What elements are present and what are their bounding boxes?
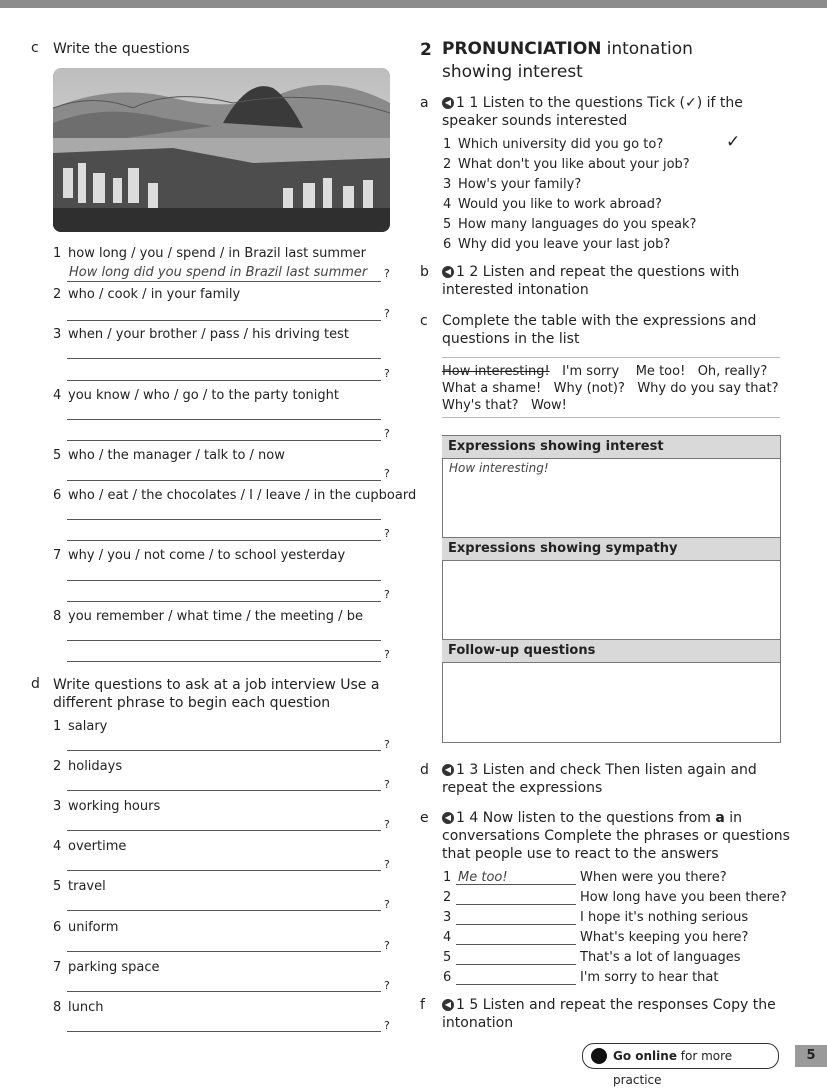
answer-line[interactable] <box>67 540 381 541</box>
question-mark: ? <box>384 467 390 480</box>
e-item-3-num: 3 <box>443 910 452 925</box>
answer-line[interactable] <box>456 984 576 985</box>
section-b-letter: b <box>420 264 429 280</box>
table-cell-sympathy[interactable] <box>442 561 780 639</box>
answer-line[interactable] <box>67 640 381 641</box>
answer-line[interactable] <box>67 281 381 282</box>
e-item-4-num: 4 <box>443 930 452 945</box>
d-item-1-prompt: salary <box>68 719 108 734</box>
section-c2-line1: Complete the table with the expressions and <box>442 313 757 329</box>
a-item-1-text: Which university did you go to? <box>458 137 664 152</box>
e-item-4-text: What's keeping you here? <box>580 930 749 945</box>
c-item-7-prompt: why / you / not come / to school yesterday <box>68 548 346 563</box>
word-item: How interesting! <box>442 364 550 379</box>
a-item-4-text: Would you like to work abroad? <box>458 197 662 212</box>
answer-line[interactable] <box>67 991 381 992</box>
go-online-rest: for more practice <box>613 1049 733 1087</box>
answer-line[interactable] <box>67 1031 381 1032</box>
section-c-letter: c <box>31 40 39 56</box>
audio-icon[interactable]: ◀ <box>442 812 454 824</box>
word-item: What a shame! <box>442 381 542 396</box>
section-d2-line2: repeat the expressions <box>442 780 603 796</box>
question-mark: ? <box>384 648 390 661</box>
answer-line[interactable] <box>456 924 576 925</box>
c-item-3-num: 3 <box>53 327 62 342</box>
d-item-5-num: 5 <box>53 879 62 894</box>
table-cell-interest[interactable] <box>442 459 780 537</box>
c-item-6-prompt: who / eat / the chocolates / I / leave / in the cupboard <box>68 488 417 503</box>
section-e-line2: conversations Complete the phrases or questions <box>442 828 790 844</box>
a-item-6-num: 6 <box>443 237 452 252</box>
answer-line[interactable] <box>456 884 576 885</box>
section-d-title-line2: different phrase to begin each question <box>53 695 331 711</box>
c-item-2-prompt: who / cook / in your family <box>68 287 241 302</box>
word-item: Wow! <box>530 398 567 413</box>
a-item-4-num: 4 <box>443 197 452 212</box>
answer-line[interactable] <box>67 519 381 520</box>
c-item-3-prompt: when / your brother / pass / his driving test <box>68 327 349 342</box>
d-item-3-prompt: working hours <box>68 799 161 814</box>
answer-line[interactable] <box>67 910 381 911</box>
answer-line[interactable] <box>67 601 381 602</box>
c-item-5-prompt: who / the manager / talk to / now <box>68 448 285 463</box>
answer-line[interactable] <box>67 661 381 662</box>
c-item-1-answer: How long did you spend in Brazil last summer <box>69 265 368 280</box>
c-item-2-num: 2 <box>53 287 62 302</box>
answer-line[interactable] <box>67 870 381 871</box>
d-item-1-num: 1 <box>53 719 62 734</box>
a-item-5-text: How many languages do you speak? <box>458 217 697 232</box>
track-number: 1 5 <box>456 997 479 1013</box>
answer-line[interactable] <box>67 480 381 481</box>
answer-line[interactable] <box>67 440 381 441</box>
d-item-7-num: 7 <box>53 960 62 975</box>
cursor-icon <box>591 1048 607 1064</box>
d-item-2-prompt: holidays <box>68 759 123 774</box>
a-item-2-num: 2 <box>443 157 452 172</box>
audio-icon[interactable]: ◀ <box>442 266 454 278</box>
word-item: Me too! <box>635 364 686 379</box>
section-e-text1a: Now listen to the questions from <box>482 810 716 826</box>
answer-line[interactable] <box>456 964 576 965</box>
heading-sub1: intonation <box>606 39 693 59</box>
exercise-heading <box>442 39 693 59</box>
section-a-line1 <box>442 94 743 112</box>
d-item-2-num: 2 <box>53 759 62 774</box>
heading-sub2: showing interest <box>442 62 583 82</box>
section-c-title: Write the questions <box>53 41 190 57</box>
c-item-1-num: 1 <box>53 246 62 261</box>
e-item-1-text: When were you there? <box>580 870 727 885</box>
d-item-5-prompt: travel <box>68 879 106 894</box>
e-item-6-num: 6 <box>443 970 452 985</box>
word-item: Why (not)? <box>553 381 625 396</box>
track-number: 1 1 <box>456 95 479 111</box>
question-mark: ? <box>384 267 390 280</box>
section-f-line1 <box>442 996 776 1014</box>
a-item-2-text: What don't you like about your job? <box>458 157 690 172</box>
d-item-7-prompt: parking space <box>68 960 160 975</box>
c-item-7-num: 7 <box>53 548 62 563</box>
a-item-5-num: 5 <box>443 217 452 232</box>
table-head-followup: Follow-up questions <box>442 639 780 663</box>
section-a-letter: a <box>420 95 429 111</box>
heading-main: PRONUNCIATION <box>442 39 602 59</box>
question-mark: ? <box>384 527 390 540</box>
section-f-letter: f <box>420 997 425 1013</box>
d-item-4-prompt: overtime <box>68 839 127 854</box>
e-item-1-num: 1 <box>443 870 452 885</box>
word-item: Why do you say that? <box>637 381 779 396</box>
answer-line[interactable] <box>67 580 381 581</box>
page-number: 5 <box>795 1045 827 1067</box>
top-border <box>0 0 827 8</box>
question-mark: ? <box>384 898 390 911</box>
track-number: 1 4 <box>456 810 479 826</box>
section-e-text1c: in <box>724 810 743 826</box>
question-mark: ? <box>384 738 390 751</box>
go-online-button[interactable] <box>582 1043 779 1087</box>
a-item-1-num: 1 <box>443 137 452 152</box>
answer-line[interactable] <box>67 750 381 751</box>
c-item-8-num: 8 <box>53 609 62 624</box>
section-b-text1: Listen and repeat the questions with <box>482 264 740 280</box>
table-example: How interesting! <box>449 461 549 475</box>
section-f-text1: Listen and repeat the responses Copy the <box>482 997 776 1013</box>
e-item-3-text: I hope it's nothing serious <box>580 910 749 925</box>
answer-line[interactable] <box>67 830 381 831</box>
a-item-3-num: 3 <box>443 177 452 192</box>
word-list-row3 <box>442 398 567 413</box>
section-a-text1: Listen to the questions Tick (✓) if the <box>482 95 743 111</box>
section-d-letter: d <box>31 676 40 692</box>
d-item-8-num: 8 <box>53 1000 62 1015</box>
word-item: Oh, really? <box>697 364 768 379</box>
rio-photo <box>53 68 390 232</box>
e-item-6-text: I'm sorry to hear that <box>580 970 719 985</box>
question-mark: ? <box>384 939 390 952</box>
d-item-8-prompt: lunch <box>68 1000 104 1015</box>
answer-line[interactable] <box>456 944 576 945</box>
tick-mark: ✓ <box>726 132 741 152</box>
answer-line[interactable] <box>67 951 381 952</box>
answer-line[interactable] <box>67 419 381 420</box>
e-item-2-text: How long have you been there? <box>580 890 787 905</box>
section-e-text1b: a <box>715 810 725 826</box>
audio-icon[interactable]: ◀ <box>442 97 454 109</box>
go-online-bold: Go online <box>613 1049 677 1063</box>
c-item-6-num: 6 <box>53 488 62 503</box>
table-head-interest: Expressions showing interest <box>442 435 780 459</box>
word-list-bottom-rule <box>442 417 780 418</box>
section-e-line1 <box>442 809 742 827</box>
e-item-1-answer: Me too! <box>458 870 508 885</box>
section-a-line2: speaker sounds interested <box>442 113 628 129</box>
word-item: I'm sorry <box>562 364 620 379</box>
d-item-3-num: 3 <box>53 799 62 814</box>
a-item-6-text: Why did you leave your last job? <box>458 237 671 252</box>
answer-line[interactable] <box>67 380 381 381</box>
e-item-2-num: 2 <box>443 890 452 905</box>
word-list-row1 <box>442 364 767 379</box>
word-list-top-rule <box>442 357 780 358</box>
question-mark: ? <box>384 307 390 320</box>
c-item-4-prompt: you know / who / go / to the party tonight <box>68 388 339 403</box>
a-item-3-text: How's your family? <box>458 177 582 192</box>
question-mark: ? <box>384 1019 390 1032</box>
track-number: 1 2 <box>456 264 479 280</box>
question-mark: ? <box>384 427 390 440</box>
table-head-sympathy: Expressions showing sympathy <box>442 537 780 561</box>
section-c2-letter: c <box>420 313 428 329</box>
section-d2-line1 <box>442 761 757 779</box>
audio-icon[interactable]: ◀ <box>442 764 454 776</box>
c-item-1-prompt: how long / you / spend / in Brazil last summer <box>68 246 367 261</box>
c-item-4-num: 4 <box>53 388 62 403</box>
question-mark: ? <box>384 778 390 791</box>
section-e-line3: that people use to react to the answers <box>442 846 719 862</box>
c-item-5-num: 5 <box>53 448 62 463</box>
question-mark: ? <box>384 979 390 992</box>
e-item-5-num: 5 <box>443 950 452 965</box>
section-c2-line2: questions in the list <box>442 331 580 347</box>
word-list-row2 <box>442 381 778 396</box>
section-b-line1 <box>442 263 739 281</box>
question-mark: ? <box>384 367 390 380</box>
section-f-line2: intonation <box>442 1015 514 1031</box>
table-cell-followup[interactable] <box>442 663 780 741</box>
d-item-4-num: 4 <box>53 839 62 854</box>
d-item-6-num: 6 <box>53 920 62 935</box>
d-item-6-prompt: uniform <box>68 920 119 935</box>
exercise-number: 2 <box>420 40 432 60</box>
section-b-line2: interested intonation <box>442 282 589 298</box>
word-item: Why's that? <box>442 398 519 413</box>
answer-line[interactable] <box>67 358 381 359</box>
section-e-letter: e <box>420 810 429 826</box>
question-mark: ? <box>384 818 390 831</box>
answer-line[interactable] <box>456 904 576 905</box>
answer-line[interactable] <box>67 320 381 321</box>
answer-line[interactable] <box>67 790 381 791</box>
question-mark: ? <box>384 858 390 871</box>
question-mark: ? <box>384 588 390 601</box>
e-item-5-text: That's a lot of languages <box>580 950 741 965</box>
c-item-8-prompt: you remember / what time / the meeting / be <box>68 609 363 624</box>
section-d2-text1: Listen and check Then listen again and <box>482 762 757 778</box>
section-d-title-line1: Write questions to ask at a job interview Use a <box>53 677 380 693</box>
section-d2-letter: d <box>420 762 429 778</box>
audio-icon[interactable]: ◀ <box>442 999 454 1011</box>
track-number: 1 3 <box>456 762 479 778</box>
